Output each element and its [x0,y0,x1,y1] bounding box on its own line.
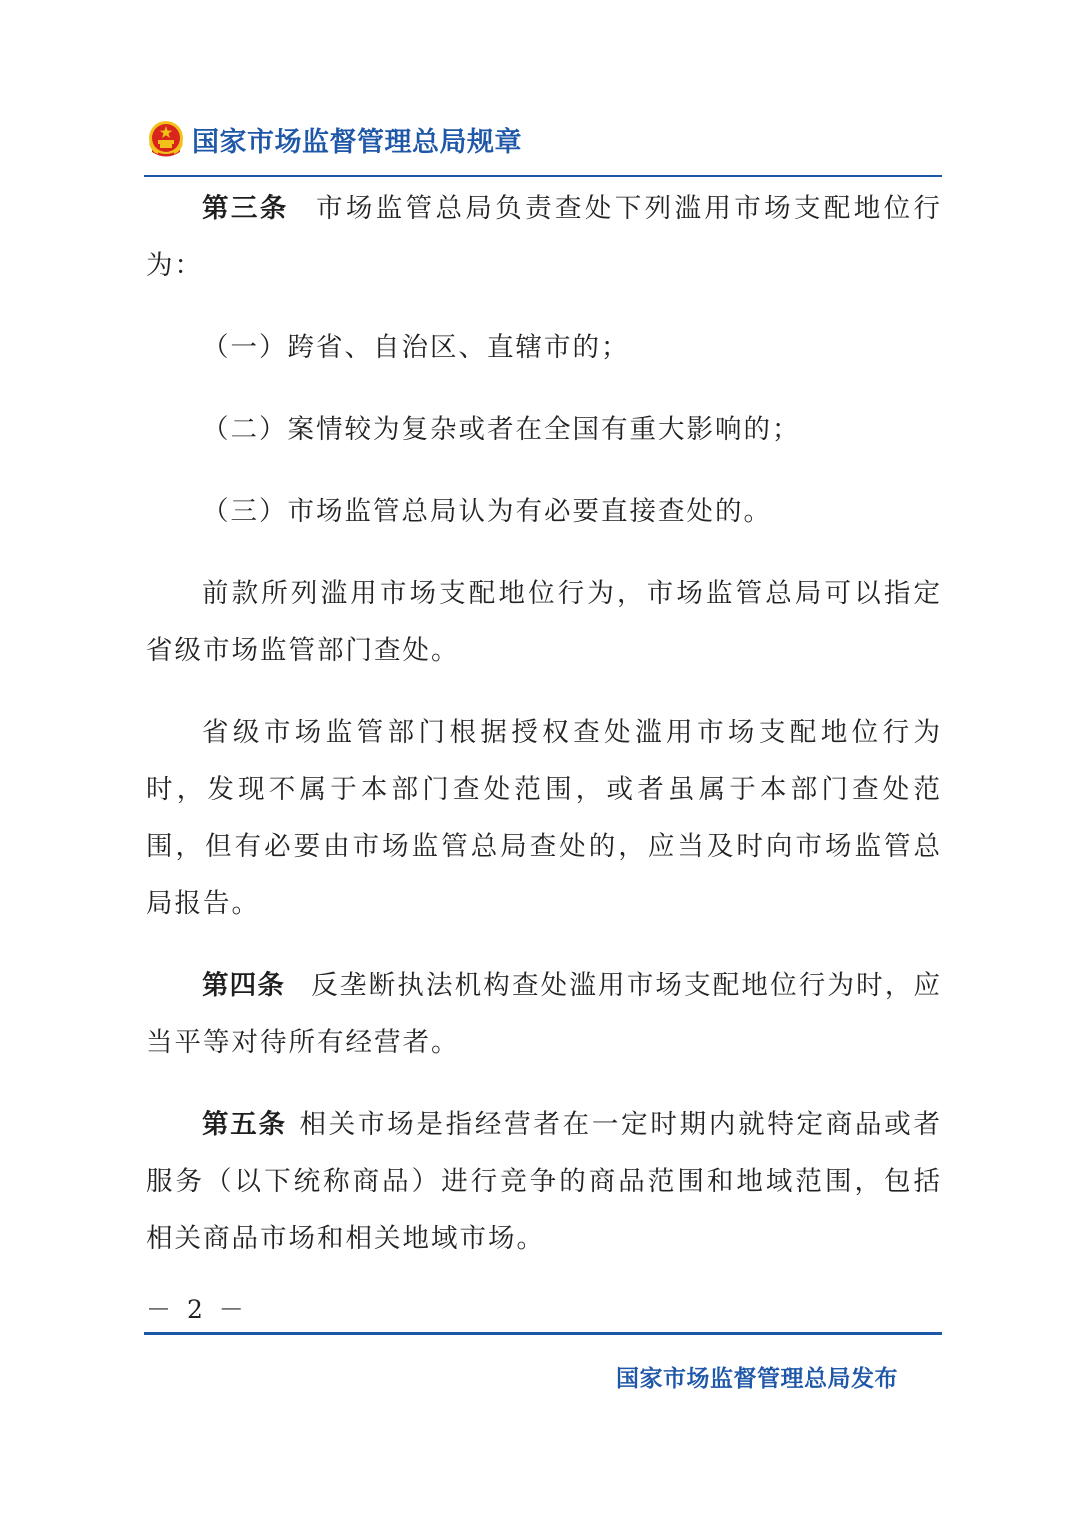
list-item-2: （二）案情较为复杂或者在全国有重大影响的； [202,414,801,445]
paragraph-report: 省级市场监管部门根据授权查处滥用市场支配地位行为时，发现不属于本部门查处范围，或者虽属于本部门查处范围，但有必要由市场监管总局查处的，应当及时向市场监管总局报告。 [146,717,942,919]
list-item-1: （一）跨省、自治区、直辖市的； [202,332,630,363]
national-emblem-icon [146,119,186,159]
article-5-label: 第五条 [202,1109,287,1140]
article-4-text: 反垄断执法机构查处滥用市场支配地位行为时，应当平等对待所有经营者。 [146,970,943,1058]
article-3-text: 市场监管总局负责查处下列滥用市场支配地位行为： [146,193,942,281]
article-3-label: 第三条 [202,193,289,224]
header-divider [144,175,942,177]
document-header [146,116,522,162]
article-5-text: 相关市场是指经营者在一定时期内就特定商品或者服务（以下统称商品）进行竞争的商品范围和地域范围，包括相关商品市场和相关地域市场。 [146,1109,943,1254]
article-5 [146,1096,942,1267]
page-number: － 2 － [146,1295,248,1324]
header-title: 国家市场监督管理总局规章 [192,126,522,158]
publisher-label: 国家市场监督管理总局发布 [616,1366,898,1392]
article-4 [146,957,942,1071]
footer-divider [144,1332,942,1335]
paragraph-designate: 前款所列滥用市场支配地位行为，市场监管总局可以指定省级市场监管部门查处。 [146,578,942,666]
list-item-3: （三）市场监管总局认为有必要直接查处的。 [202,496,772,527]
document-body [146,180,942,1267]
article-4-label: 第四条 [202,970,286,1001]
article-3 [146,180,942,294]
